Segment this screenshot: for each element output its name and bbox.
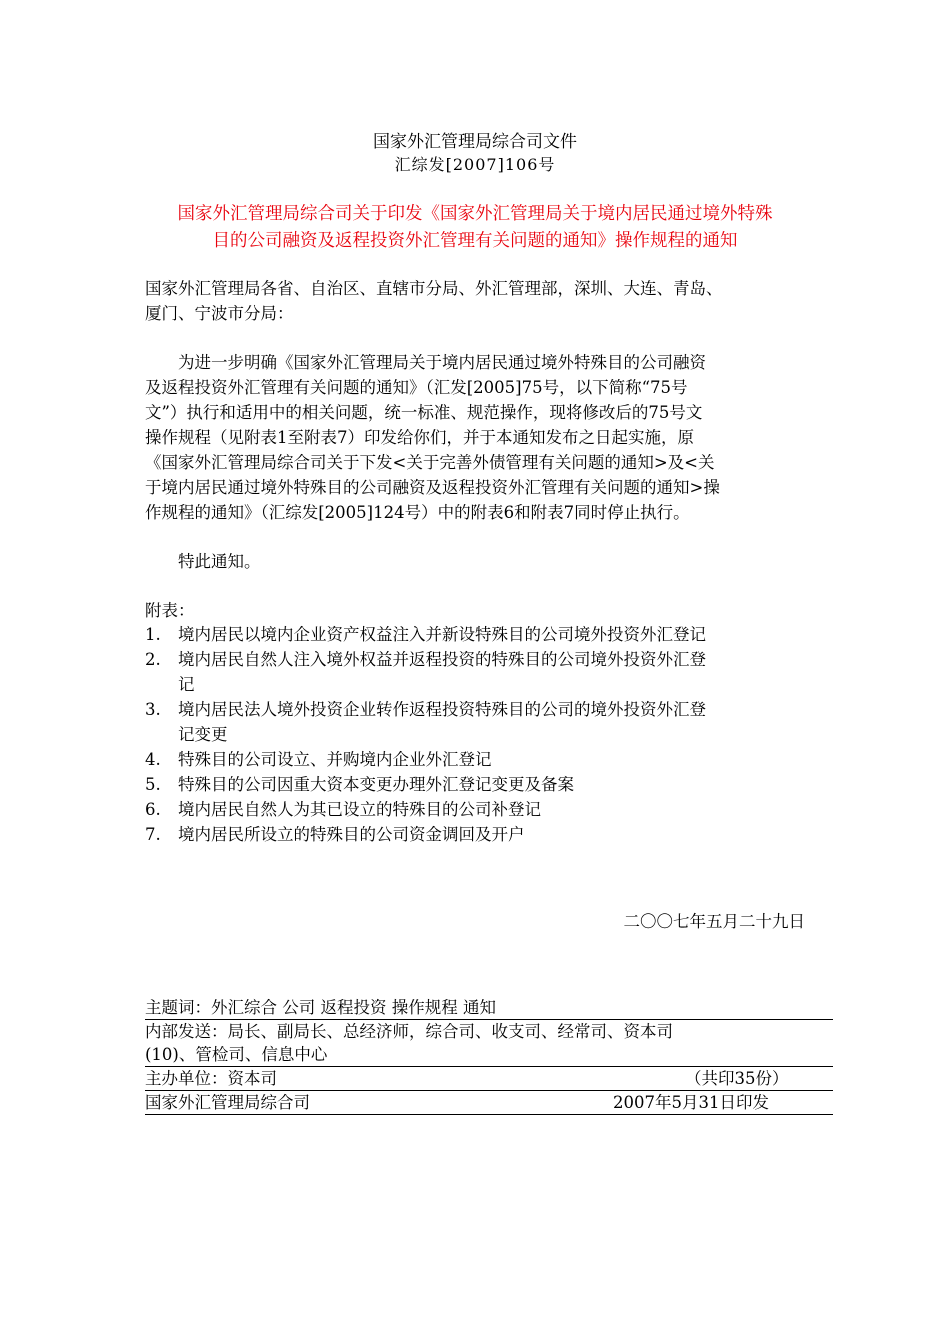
copies-count: （共印35份） bbox=[685, 1069, 789, 1088]
closing-notice: 特此通知。 bbox=[145, 552, 261, 571]
paragraph-line: 于境内居民通过境外特殊目的公司融资及返程投资外汇管理有关问题的通知>操 bbox=[145, 478, 720, 497]
notice-title-line: 目的公司融资及返程投资外汇管理有关问题的通知》操作规程的通知 bbox=[212, 231, 738, 251]
item-number: 1. bbox=[145, 625, 161, 644]
attachments-label: 附表： bbox=[145, 601, 195, 620]
doc-number: 汇综发[2007]106号 bbox=[394, 155, 556, 174]
item-number: 6. bbox=[145, 800, 161, 819]
list-item bbox=[145, 797, 835, 822]
paragraph-line: 及返程投资外汇管理有关问题的通知》（汇发[2005]75号，以下简称“75号 bbox=[145, 378, 688, 397]
item-number: 4. bbox=[145, 750, 161, 769]
paragraph-line: 文”）执行和适用中的相关问题，统一标准、规范操作，现将修改后的75号文 bbox=[145, 403, 703, 422]
paragraph-line: 《国家外汇管理局综合司关于下发<关于完善外债管理有关问题的通知>及<关 bbox=[145, 453, 715, 472]
issuer: 国家外汇管理局综合司 bbox=[145, 1093, 310, 1112]
document-footer bbox=[145, 996, 833, 1115]
item-number: 2. bbox=[145, 650, 161, 669]
item-text: 境内居民自然人为其已设立的特殊目的公司补登记 bbox=[178, 800, 541, 819]
item-text-continued: 记变更 bbox=[178, 725, 228, 744]
issue-date: 2007年5月31日印发 bbox=[613, 1093, 769, 1112]
item-number: 7. bbox=[145, 825, 161, 844]
addressee-line: 厦门、宁波市分局： bbox=[145, 304, 294, 323]
list-item bbox=[145, 647, 835, 697]
item-text-continued: 记 bbox=[178, 675, 195, 694]
item-text: 特殊目的公司因重大资本变更办理外汇登记变更及备案 bbox=[178, 775, 574, 794]
main-paragraph bbox=[145, 350, 835, 525]
item-text: 境内居民所设立的特殊目的公司资金调回及开户 bbox=[178, 825, 525, 844]
paragraph-line: 作规程的通知》（汇综发[2005]124号）中的附表6和附表7同时停止执行。 bbox=[145, 503, 690, 522]
list-item bbox=[145, 747, 835, 772]
list-item bbox=[145, 697, 835, 747]
paragraph-line: 为进一步明确《国家外汇管理局关于境内居民通过境外特殊目的公司融资 bbox=[145, 353, 706, 372]
item-number: 5. bbox=[145, 775, 161, 794]
item-text: 境内居民自然人注入境外权益并返程投资的特殊目的公司境外投资外汇登 bbox=[178, 650, 706, 669]
item-number: 3. bbox=[145, 700, 161, 719]
attachments-list bbox=[145, 622, 835, 847]
issuer-row bbox=[145, 1091, 833, 1115]
notice-title-line: 国家外汇管理局综合司关于印发《国家外汇管理局关于境内居民通过境外特殊 bbox=[177, 204, 773, 224]
list-item bbox=[145, 772, 835, 797]
item-text: 境内居民以境内企业资产权益注入并新设特殊目的公司境外投资外汇登记 bbox=[178, 625, 706, 644]
addressee-line: 国家外汇管理局各省、自治区、直辖市分局、外汇管理部，深圳、大连、青岛、 bbox=[145, 279, 723, 298]
addressee bbox=[145, 276, 835, 326]
list-item bbox=[145, 822, 835, 847]
org-title: 国家外汇管理局综合司文件 bbox=[373, 132, 577, 152]
item-text: 境内居民法人境外投资企业转作返程投资特殊目的公司的境外投资外汇登 bbox=[178, 700, 706, 719]
signing-date: 二〇〇七年五月二十九日 bbox=[623, 912, 805, 931]
paragraph-line: 操作规程（见附表1至附表7）印发给你们，并于本通知发布之日起实施，原 bbox=[145, 428, 694, 447]
host-unit-row bbox=[145, 1067, 833, 1091]
list-item bbox=[145, 622, 835, 647]
internal-distribution-line: 内部发送：局长、副局长、总经济师，综合司、收支司、经常司、资本司 bbox=[145, 1022, 673, 1041]
internal-distribution bbox=[145, 1020, 833, 1067]
item-text: 特殊目的公司设立、并购境内企业外汇登记 bbox=[178, 750, 492, 769]
internal-distribution-line: (10)、管检司、信息中心 bbox=[145, 1045, 328, 1064]
subject-words: 主题词：外汇综合 公司 返程投资 操作规程 通知 bbox=[145, 996, 833, 1020]
notice-title bbox=[100, 201, 850, 255]
host-unit: 主办单位：资本司 bbox=[145, 1069, 277, 1088]
